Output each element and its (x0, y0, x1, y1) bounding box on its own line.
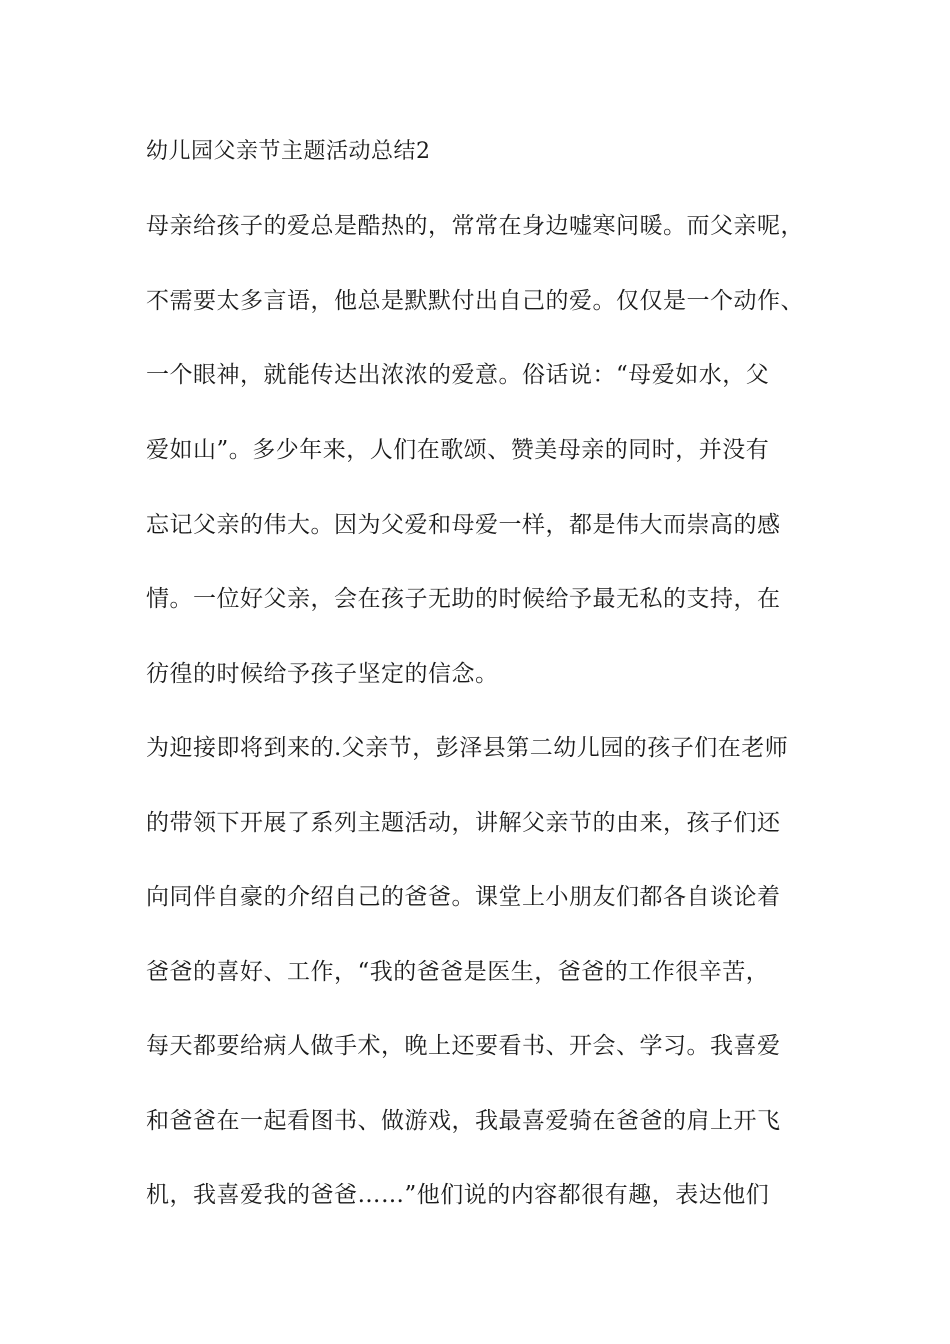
paragraph-line: 爸爸的喜好、工作，“我的爸爸是医生，爸爸的工作很辛苦， (146, 959, 770, 985)
paragraph-line: 彷徨的时候给予孩子坚定的信念。 (146, 661, 499, 687)
paragraph-line: 爱如山”。多少年来，人们在歌颂、赞美母亲的同时，并没有 (146, 437, 770, 463)
paragraph-line: 情。一位好父亲，会在孩子无助的时候给予最无私的支持，在 (146, 586, 781, 612)
paragraph-line: 忘记父亲的伟大。因为父爱和母爱一样，都是伟大而崇高的感 (146, 512, 781, 538)
paragraph-line: 一个眼神，就能传达出浓浓的爱意。俗话说：“母爱如水，父 (146, 362, 770, 388)
paragraph-line: 为迎接即将到来的.父亲节，彭泽县第二幼儿园的孩子们在老师 (146, 735, 789, 761)
paragraph-line: 每天都要给病人做手术，晚上还要看书、开会、学习。我喜爱 (146, 1033, 781, 1059)
paragraph-line: 不需要太多言语，他总是默默付出自己的爱。仅仅是一个动作、 (146, 288, 804, 314)
paragraph-line: 的带领下开展了系列主题活动，讲解父亲节的由来，孩子们还 (146, 810, 781, 836)
paragraph-line: 向同伴自豪的介绍自己的爸爸。课堂上小朋友们都各自谈论着 (146, 884, 781, 910)
paragraph-line: 和爸爸在一起看图书、做游戏，我最喜爱骑在爸爸的肩上开飞 (146, 1108, 781, 1134)
document-title: 幼儿园父亲节主题活动总结2 (146, 139, 431, 164)
paragraph-line: 机，我喜爱我的爸爸……”他们说的内容都很有趣，表达他们 (146, 1182, 770, 1208)
paragraph-line: 母亲给孩子的爱总是酷热的，常常在身边嘘寒问暖。而父亲呢， (146, 213, 804, 239)
